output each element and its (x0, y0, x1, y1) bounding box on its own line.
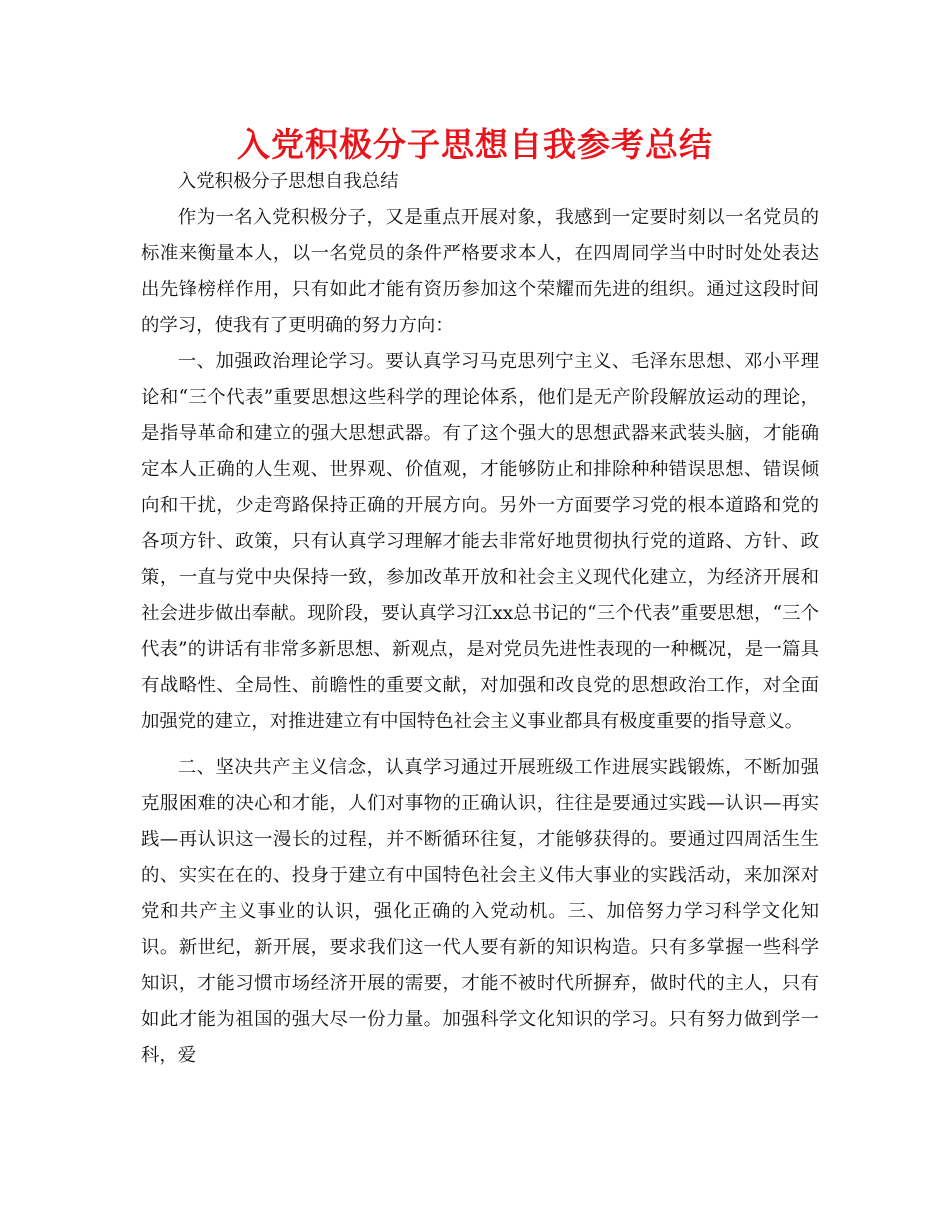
paragraph-intro: 作为一名入党积极分子，又是重点开展对象，我感到一定要时刻以一名党员的标准来衡量本人，以一名党员的条件严格要求本人，在四周同学当中时时处处表达出先锋榜样作用，只有如此才能有资历参加这个荣耀而先进的组织。通过这段时间的学习，使我有了更明确的努力方向： (141, 207, 819, 336)
paragraph-communist-belief: 二、坚决共产主义信念，认真学习通过开展班级工作进展实践锻炼，不断加强克服困难的决心和才能，人们对事物的正确认识，往往是要通过实践—认识—再实践—再认识这一漫长的过程，并不断循环往复，才能够获得的。要通过四周活生生的、实实在在的、投身于建立有中国特色社会主义伟大事业的实践活动，来加深对党和共产主义事业的认识，强化正确的入党动机。三、加倍努力学习科学文化知识。新世纪，新开展，要求我们这一代人要有新的知识构造。只有多掌握一些科学知识，才能习惯市场经济开展的需要，才能不被时代所摒弃，做时代的主人，只有如此才能为祖国的强大尽一份力量。加强科学文化知识的学习。只有努力做到学一科，爱 (141, 757, 819, 1066)
document-title: 入党积极分子思想自我参考总结 (237, 125, 713, 164)
paragraph-political-theory: 一、加强政治理论学习。要认真学习马克思列宁主义、毛泽东思想、邓小平理论和“三个代表”重要思想这些科学的理论体系，他们是无产阶段解放运动的理论，是指导革命和建立的强大思想武器。有了这个强大的思想武器来武装头脑，才能确定本人正确的人生观、世界观、价值观，才能够防止和排除种种错误思想、错误倾向和干扰，少走弯路保持正确的开展方向。另外一方面要学习党的根本道路和党的各项方针、政策，只有认真学习理解才能去非常好地贯彻执行党的道路、方针、政策，一直与党中央保持一致，参加改革开放和社会主义现代化建立，为经济开展和社会进步做出奉献。现阶段，要认真学习江xx总书记的“三个代表”重要思想，“三个代表”的讲话有非常多新思想、新观点，是对党员先进性表现的一种概况，是一篇具有战略性、全局性、前瞻性的重要文献，对加强和改良党的思想政治工作，对全面加强党的建立，对推进建立有中国特色社会主义事业都具有极度重要的指导意义。 (141, 351, 819, 732)
document-body (141, 164, 819, 1074)
document-subtitle: 入党积极分子思想自我总结 (177, 171, 399, 192)
